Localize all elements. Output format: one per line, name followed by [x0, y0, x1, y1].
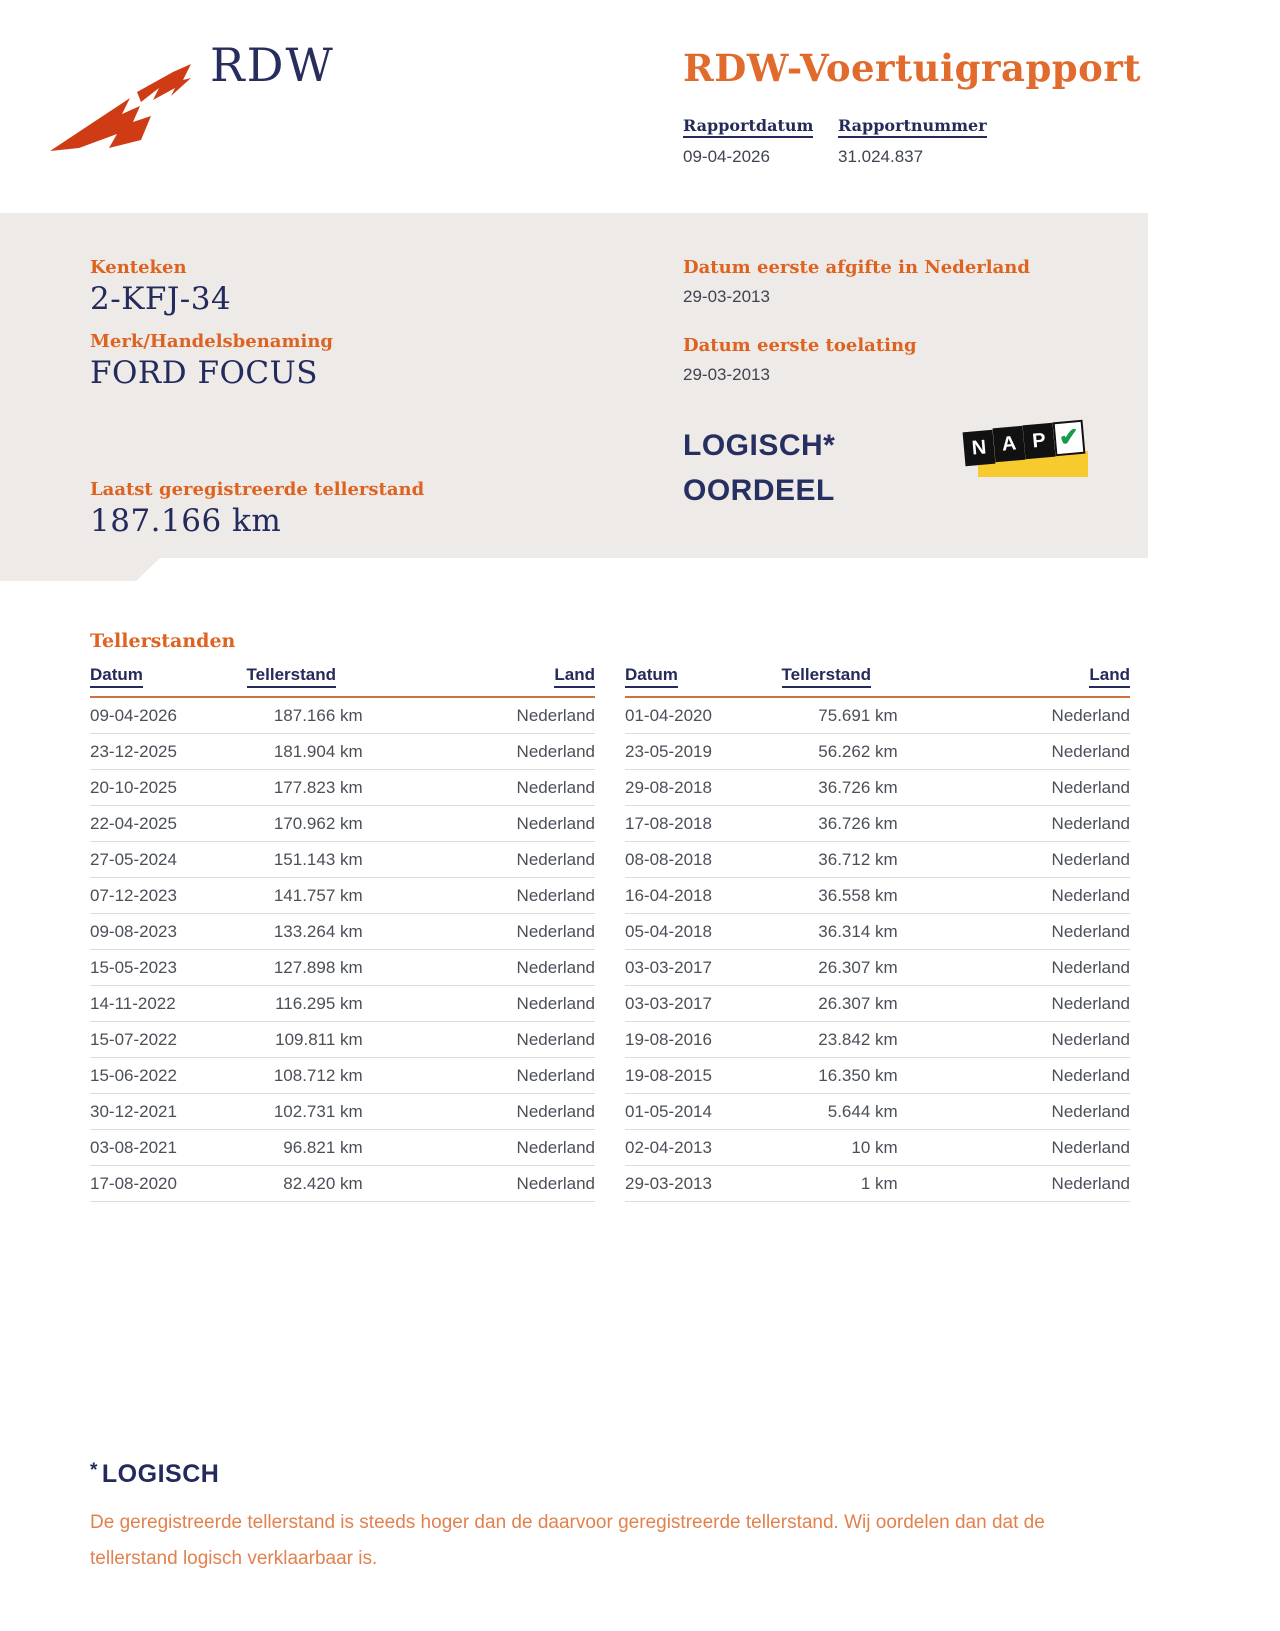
cell-tellerstand: 170.962 km [273, 814, 363, 833]
footnote-title [90, 1460, 1090, 1489]
cell-tellerstand: 177.823 km [273, 778, 363, 797]
nap-check-icon: ✔ [1053, 420, 1086, 456]
tellerstanden-table-left [90, 665, 595, 1202]
cell-land: Nederland [1051, 922, 1130, 941]
cell-tellerstand: 26.307 km [818, 994, 898, 1013]
table-row [90, 1094, 595, 1130]
column-header-land: Land [363, 665, 595, 697]
cell-tellerstand: 23.842 km [818, 1030, 898, 1049]
cell-land: Nederland [1051, 994, 1130, 1013]
report-number [838, 116, 993, 167]
cell-datum: 01-05-2014 [625, 1102, 712, 1121]
report-date [683, 116, 838, 167]
cell-land: Nederland [516, 1030, 595, 1049]
cell-land: Nederland [1051, 1138, 1130, 1157]
cell-datum: 20-10-2025 [90, 778, 177, 797]
table-row [90, 950, 595, 986]
cell-datum: 09-04-2026 [90, 706, 177, 725]
cell-land: Nederland [516, 706, 595, 725]
cell-datum: 19-08-2015 [625, 1066, 712, 1085]
cell-datum: 30-12-2021 [90, 1102, 177, 1121]
table-row [90, 878, 595, 914]
table-row [90, 1022, 595, 1058]
cell-tellerstand: 1 km [860, 1174, 898, 1193]
cell-datum: 16-04-2018 [625, 886, 712, 905]
table-row [90, 914, 595, 950]
tellerstand-value: 187.166 km [90, 503, 282, 539]
table-row [90, 770, 595, 806]
cell-tellerstand: 187.166 km [273, 706, 363, 725]
cell-land: Nederland [516, 1066, 595, 1085]
cell-datum: 15-06-2022 [90, 1066, 177, 1085]
table-row [90, 1166, 595, 1202]
column-header-datum: Datum [90, 665, 247, 697]
table-row [625, 1022, 1130, 1058]
cell-datum: 09-08-2023 [90, 922, 177, 941]
logisch-footnote [90, 1460, 1090, 1577]
table-row [625, 986, 1130, 1022]
cell-land: Nederland [1051, 886, 1130, 905]
cell-datum: 03-03-2017 [625, 958, 712, 977]
cell-land: Nederland [516, 850, 595, 869]
rdw-feather-icon [45, 56, 195, 156]
cell-tellerstand: 116.295 km [275, 994, 363, 1013]
table-row [625, 1094, 1130, 1130]
footnote-title-text: LOGISCH [101, 1460, 220, 1488]
cell-land: Nederland [1051, 1174, 1130, 1193]
vehicle-summary-panel-tab [0, 558, 160, 581]
cell-tellerstand: 36.726 km [818, 814, 898, 833]
cell-datum: 22-04-2025 [90, 814, 177, 833]
cell-tellerstand: 102.731 km [273, 1102, 363, 1121]
report-date-value: 09-04-2026 [683, 147, 770, 166]
cell-land: Nederland [1051, 778, 1130, 797]
table-row [625, 1166, 1130, 1202]
cell-tellerstand: 109.811 km [275, 1030, 363, 1049]
cell-land: Nederland [1051, 742, 1130, 761]
cell-datum: 29-03-2013 [625, 1174, 712, 1193]
cell-tellerstand: 82.420 km [283, 1174, 363, 1193]
cell-datum: 08-08-2018 [625, 850, 712, 869]
cell-tellerstand: 133.264 km [273, 922, 363, 941]
cell-land: Nederland [1051, 1102, 1130, 1121]
nap-letter-a: A [993, 426, 1026, 462]
table-row [625, 1130, 1130, 1166]
cell-tellerstand: 10 km [851, 1138, 898, 1157]
kenteken-value: 2-KFJ-34 [90, 281, 232, 317]
merk-label: Merk/Handelsbenaming [90, 331, 334, 352]
cell-tellerstand: 141.757 km [273, 886, 363, 905]
cell-land: Nederland [516, 1138, 595, 1157]
table-row [90, 806, 595, 842]
table-header-row [90, 665, 595, 697]
cell-tellerstand: 36.712 km [818, 850, 898, 869]
cell-land: Nederland [516, 958, 595, 977]
cell-land: Nederland [516, 886, 595, 905]
kenteken-label: Kenteken [90, 257, 187, 278]
table-row [625, 770, 1130, 806]
tellerstanden-section [90, 630, 1130, 1202]
cell-land: Nederland [516, 1174, 595, 1193]
table-row [625, 842, 1130, 878]
footnote-text: De geregistreerde tellerstand is steeds hoger dan de daarvoor geregistreerde tellerstand. Wij oordelen dan dat de tellerstand logisch verklaarbaar is. [90, 1512, 1045, 1569]
cell-datum: 15-07-2022 [90, 1030, 177, 1049]
cell-datum: 17-08-2018 [625, 814, 712, 833]
cell-land: Nederland [516, 994, 595, 1013]
table-row [90, 986, 595, 1022]
cell-datum: 29-08-2018 [625, 778, 712, 797]
cell-tellerstand: 108.712 km [273, 1066, 363, 1085]
nap-letter-n: N [963, 430, 996, 466]
table-row [625, 1058, 1130, 1094]
table-row [625, 697, 1130, 734]
oordeel-line2: OORDEEL [683, 474, 835, 507]
cell-tellerstand: 96.821 km [283, 1138, 363, 1157]
afgifte-label: Datum eerste afgifte in Nederland [683, 257, 1030, 278]
cell-datum: 03-03-2017 [625, 994, 712, 1013]
column-header-land: Land [898, 665, 1130, 697]
cell-tellerstand: 75.691 km [818, 706, 898, 725]
cell-tellerstand: 5.644 km [827, 1102, 898, 1121]
cell-tellerstand: 16.350 km [818, 1066, 898, 1085]
cell-land: Nederland [516, 1102, 595, 1121]
cell-datum: 05-04-2018 [625, 922, 712, 941]
cell-datum: 23-05-2019 [625, 742, 712, 761]
table-row [90, 1058, 595, 1094]
nap-letter-p: P [1023, 423, 1056, 459]
rdw-logo-text: RDW [210, 38, 335, 92]
cell-datum: 02-04-2013 [625, 1138, 712, 1157]
cell-land: Nederland [516, 778, 595, 797]
cell-tellerstand: 26.307 km [818, 958, 898, 977]
cell-land: Nederland [1051, 958, 1130, 977]
cell-datum: 17-08-2020 [90, 1174, 177, 1193]
toelating-label: Datum eerste toelating [683, 335, 917, 356]
cell-land: Nederland [1051, 706, 1130, 725]
nap-logo [962, 421, 1090, 481]
table-row [625, 734, 1130, 770]
table-header-row [625, 665, 1130, 697]
report-date-label: Rapportdatum [683, 116, 813, 138]
footnote-asterisk: * [90, 1460, 98, 1481]
cell-tellerstand: 36.726 km [818, 778, 898, 797]
cell-tellerstand: 181.904 km [273, 742, 363, 761]
cell-land: Nederland [1051, 1030, 1130, 1049]
cell-datum: 01-04-2020 [625, 706, 712, 725]
table-row [625, 878, 1130, 914]
vehicle-summary-panel [0, 213, 1148, 558]
afgifte-value: 29-03-2013 [683, 287, 770, 306]
merk-value: FORD FOCUS [90, 355, 318, 391]
table-row [90, 697, 595, 734]
report-title-block [683, 46, 1153, 167]
column-header-datum: Datum [625, 665, 782, 697]
cell-datum: 03-08-2021 [90, 1138, 177, 1157]
cell-datum: 27-05-2024 [90, 850, 177, 869]
page-title: RDW-Voertuigrapport [683, 46, 1141, 90]
table-row [625, 806, 1130, 842]
table-row [90, 842, 595, 878]
toelating-value: 29-03-2013 [683, 365, 770, 384]
cell-land: Nederland [516, 742, 595, 761]
cell-datum: 15-05-2023 [90, 958, 177, 977]
cell-datum: 23-12-2025 [90, 742, 177, 761]
table-row [90, 734, 595, 770]
report-number-value: 31.024.837 [838, 147, 924, 166]
cell-land: Nederland [1051, 1066, 1130, 1085]
cell-tellerstand: 151.143 km [273, 850, 363, 869]
table-row [90, 1130, 595, 1166]
cell-land: Nederland [1051, 814, 1130, 833]
report-number-label: Rapportnummer [838, 116, 987, 138]
cell-tellerstand: 127.898 km [273, 958, 363, 977]
column-header-tellerstand: Tellerstand [247, 665, 363, 697]
column-header-tellerstand: Tellerstand [782, 665, 898, 697]
tellerstanden-table-right [625, 665, 1130, 1202]
tellerstanden-title: Tellerstanden [90, 630, 236, 652]
cell-tellerstand: 36.314 km [818, 922, 898, 941]
cell-datum: 14-11-2022 [90, 994, 176, 1013]
oordeel-line1: LOGISCH* [683, 429, 836, 462]
cell-land: Nederland [516, 814, 595, 833]
table-row [625, 914, 1130, 950]
cell-land: Nederland [1051, 850, 1130, 869]
cell-tellerstand: 36.558 km [818, 886, 898, 905]
oordeel-text [683, 423, 835, 513]
cell-tellerstand: 56.262 km [818, 742, 898, 761]
cell-datum: 07-12-2023 [90, 886, 177, 905]
table-row [625, 950, 1130, 986]
tellerstand-label: Laatst geregistreerde tellerstand [90, 479, 425, 500]
cell-datum: 19-08-2016 [625, 1030, 712, 1049]
cell-land: Nederland [516, 922, 595, 941]
